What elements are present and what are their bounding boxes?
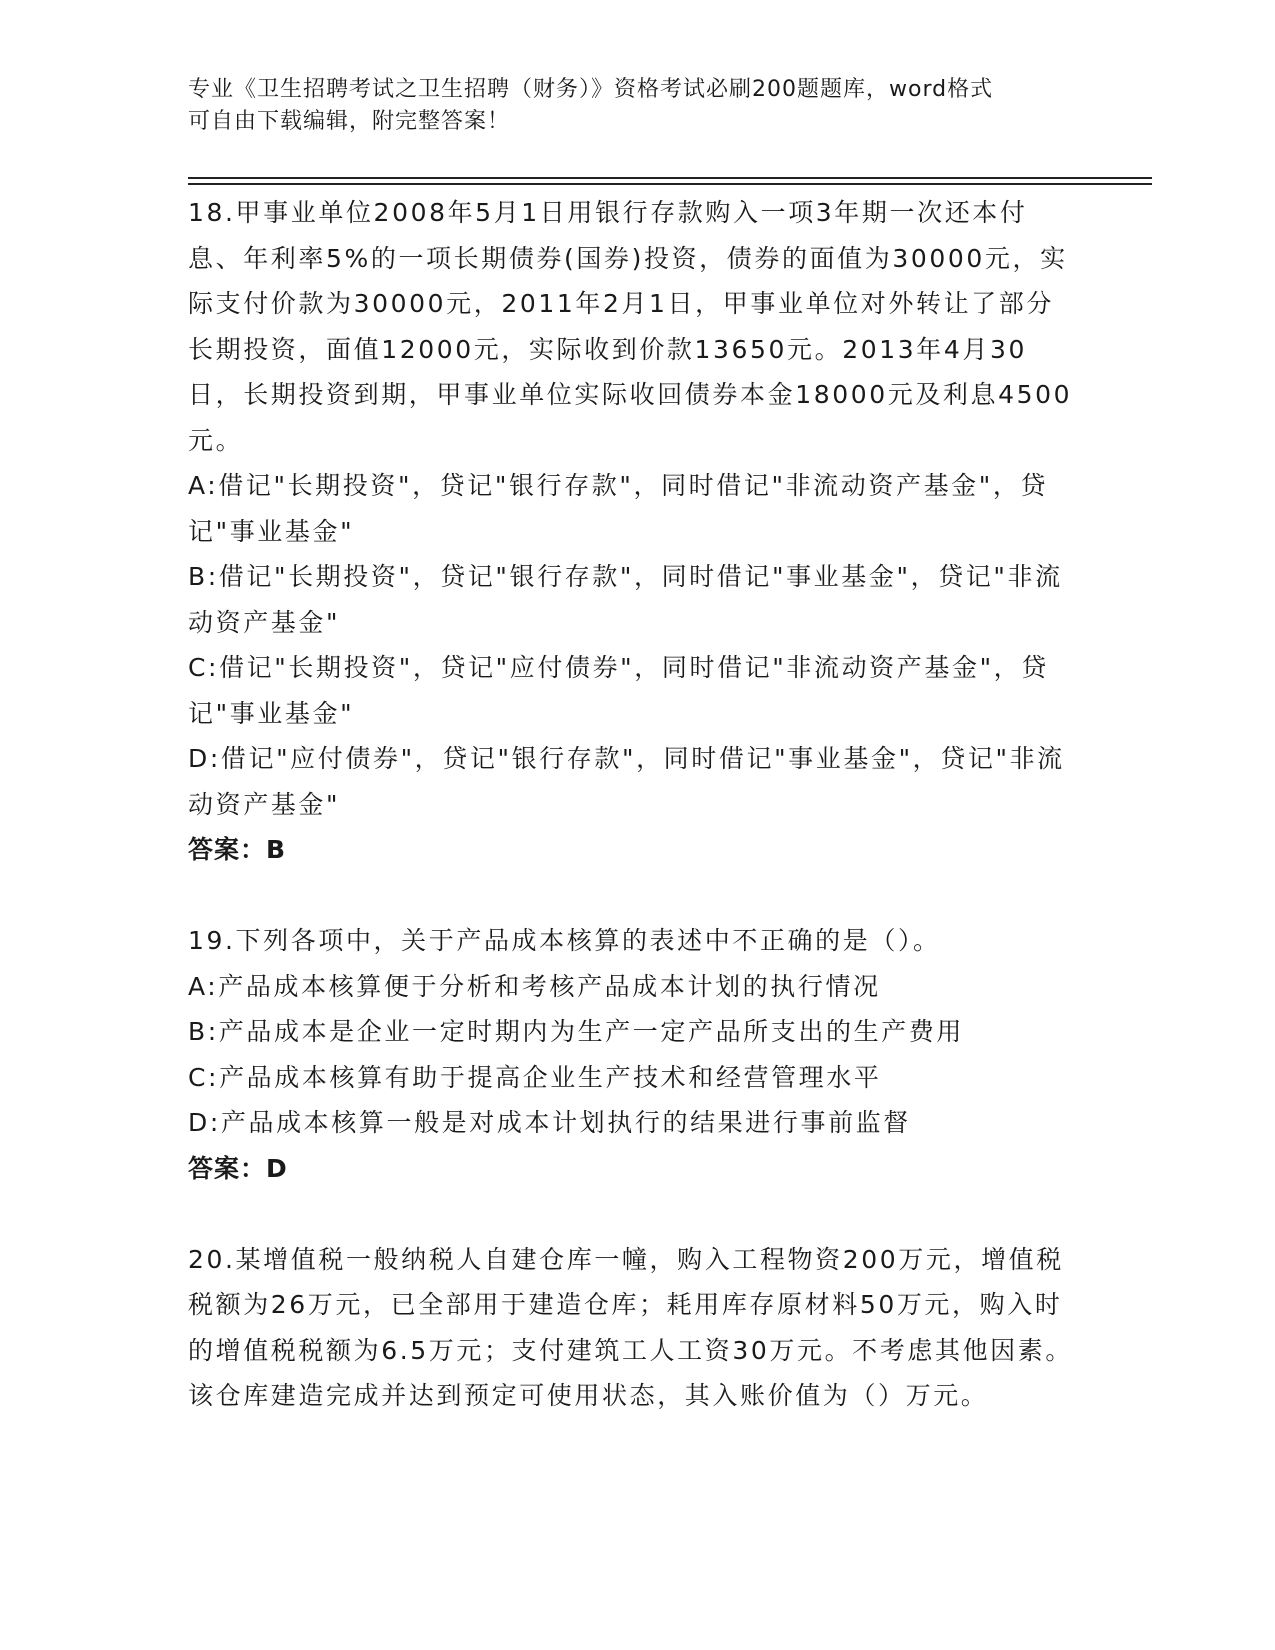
spacer: [188, 1191, 1078, 1237]
spacer: [188, 873, 1078, 919]
question-stem: 18.甲事业单位2008年5月1日用银行存款购入一项3年期一次还本付息、年利率5%的一项长期债券(国券)投资，债券的面值为30000元，实际支付价款为30000元，2011年2月1日，甲事业单位对外转让了部分长期投资，面值12000元，实际收到价款13650元。2013年4月30日，长期投资到期，甲事业单位实际收回债券本金18000元及利息4500元。: [188, 198, 1073, 455]
header-rule-bottom: [188, 183, 1152, 185]
option-d: D:产品成本核算一般是对成本计划执行的结果进行事前监督: [188, 1108, 911, 1137]
option-d: D:借记"应付债券"，贷记"银行存款"，同时借记"事业基金"，贷记"非流动资产基金": [188, 744, 1065, 819]
option-a: A:借记"长期投资"，贷记"银行存款"，同时借记"非流动资产基金"，贷记"事业基金": [188, 471, 1049, 546]
option-b: B:产品成本是企业一定时期内为生产一定产品所支出的生产费用: [188, 1017, 964, 1046]
question-stem: 19.下列各项中，关于产品成本核算的表述中不正确的是（）。: [188, 926, 941, 955]
answer: 答案：D: [188, 1153, 288, 1183]
document-header: [188, 74, 1068, 138]
question-19: [188, 918, 1078, 1191]
header-line-1: 专业《卫生招聘考试之卫生招聘（财务）》资格考试必刷200题题库，word格式: [188, 77, 994, 102]
question-stem: 20.某增值税一般纳税人自建仓库一幢，购入工程物资200万元，增值税税额为26万元，已全部用于建造仓库；耗用库存原材料50万元，购入时的增值税税额为6.5万元；支付建筑工人工资30万元。不考虑其他因素。该仓库建造完成并达到预定可使用状态，其入账价值为（）万元。: [188, 1244, 1073, 1410]
question-18: [188, 190, 1078, 873]
option-c: C:产品成本核算有助于提高企业生产技术和经营管理水平: [188, 1062, 882, 1092]
option-b: B:借记"长期投资"，贷记"银行存款"，同时借记"事业基金"，贷记"非流动资产基金": [188, 562, 1063, 637]
header-line-2: 可自由下载编辑，附完整答案！: [188, 109, 511, 134]
question-list: [188, 190, 1078, 1419]
answer: 答案：B: [188, 835, 287, 864]
question-20: [188, 1237, 1078, 1419]
option-c: C:借记"长期投资"，贷记"应付债券"，同时借记"非流动资产基金"，贷记"事业基金": [188, 653, 1049, 728]
option-a: A:产品成本核算便于分析和考核产品成本计划的执行情况: [188, 971, 881, 1001]
header-rule-top: [188, 177, 1152, 179]
